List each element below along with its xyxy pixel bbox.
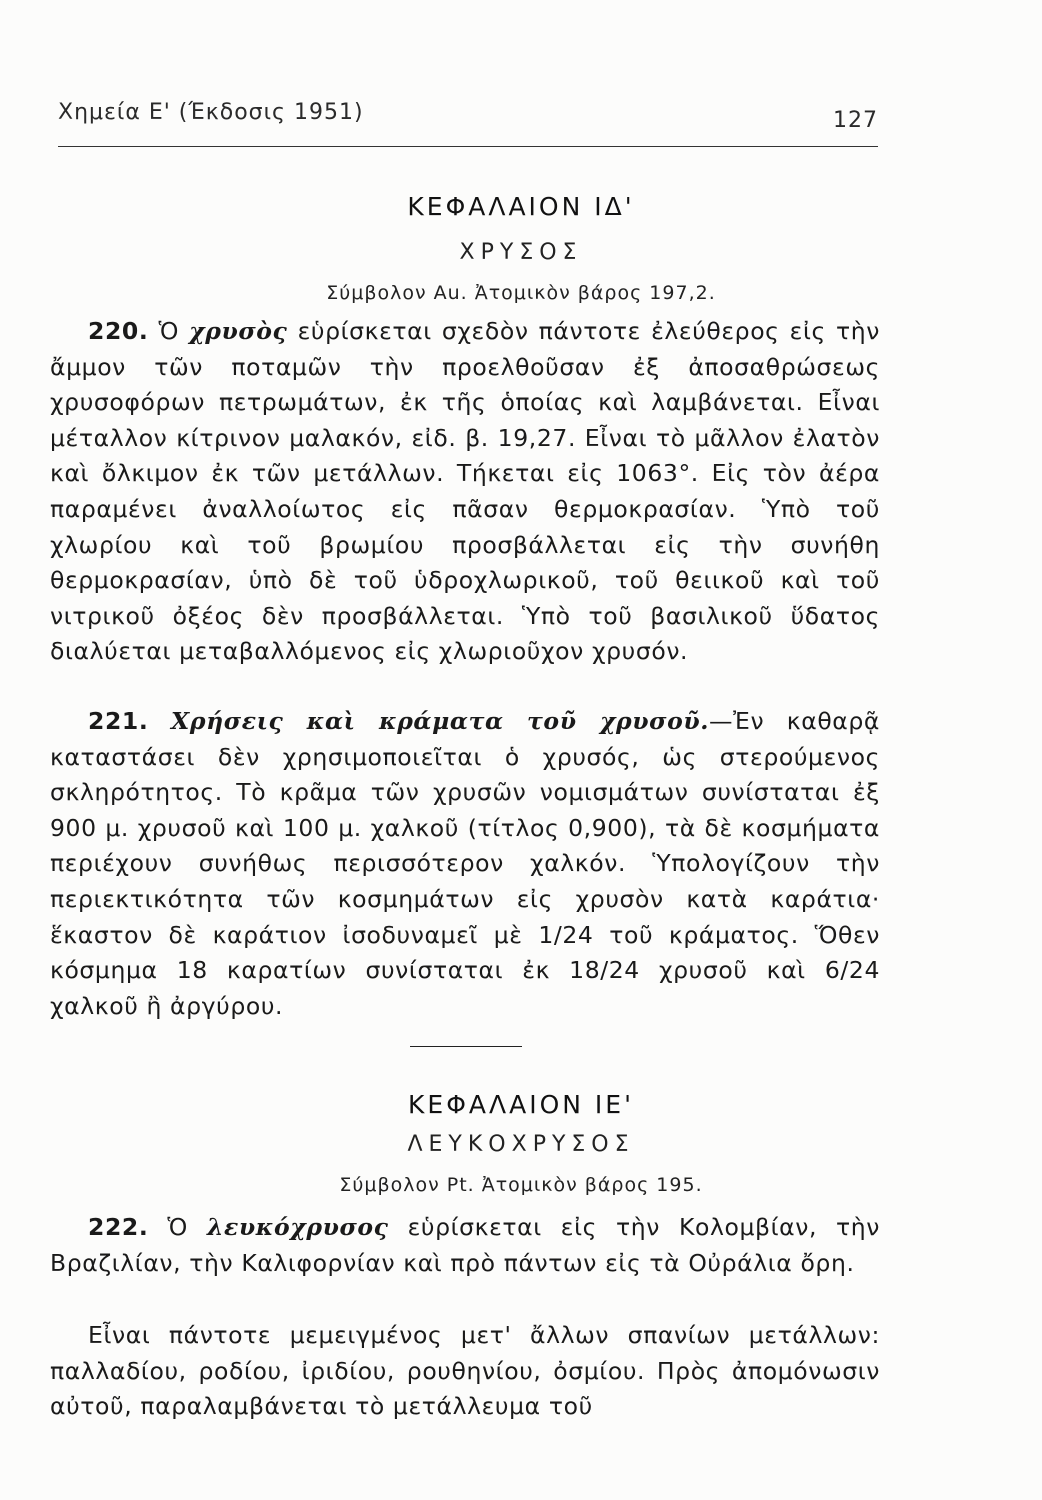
header-rule — [58, 146, 878, 147]
paragraph-text: εὑρίσκεται εἰς τὴν Κολομβίαν, τὴν Βραζιλίαν, τὴν Καλιφορνίαν καὶ πρὸ πάντων εἰς τὰ Οὐράλια ὄρη. — [50, 1213, 881, 1277]
paragraph-term: χρυσὸς — [189, 317, 288, 345]
paragraph-222 — [50, 1210, 880, 1281]
chapter-heading-14: ΚΕΦΑΛΑΙΟΝ ΙΔ' — [407, 192, 635, 221]
paragraph-number: 222. — [88, 1213, 149, 1241]
paragraph-221 — [50, 704, 880, 1024]
chapter-heading-15: ΚΕΦΑΛΑΙΟΝ ΙΕ' — [408, 1090, 634, 1119]
symbol-line-platinum: Σύμβολον Pt. Ἀτομικὸν βάρος 195. — [339, 1174, 703, 1196]
paragraph-220 — [50, 314, 880, 670]
section-divider — [410, 1046, 522, 1047]
symbol-line-gold: Σύμβολον Au. Ἀτομικὸν βάρος 197,2. — [326, 282, 716, 304]
paragraph-term: λευκόχρυσος — [206, 1213, 389, 1241]
running-header — [58, 100, 878, 133]
paragraph-lead: Ὁ — [167, 1213, 188, 1241]
paragraph-number: 220. — [88, 317, 149, 345]
page-number: 127 — [833, 108, 878, 133]
paragraph-term: Χρήσεις καὶ κράματα τοῦ χρυσοῦ. — [171, 707, 710, 735]
paragraph-text: Εἶναι πάντοτε μεμειγμένος μετ' ἄλλων σπανίων μετάλλων: παλλαδίου, ροδίου, ἰριδίου, ρουθηνίου, ὀσμίου. Πρὸς ἀπομόνωσιν αὐτοῦ, παραλαμβάνεται τὸ μετάλλευμα τοῦ — [50, 1321, 880, 1421]
paragraph-number: 221. — [88, 707, 149, 735]
chapter-title-gold: ΧΡΥΣΟΣ — [459, 240, 583, 265]
paragraph-222-continued — [50, 1318, 880, 1425]
chapter-title-platinum: ΛΕΥΚΟΧΡΥΣΟΣ — [407, 1132, 635, 1157]
paragraph-text: εὑρίσκεται σχεδὸν πάντοτε ἐλεύθερος εἰς τὴν ἄμμον τῶν ποταμῶν τὴν προελθοῦσαν ἐξ ἀποσαθρώσεως χρυσοφόρων πετρωμάτων, ἐκ τῆς ὁποίας καὶ λαμβάνεται. Εἶναι μέταλλον κίτρινον μαλακόν, εἰδ. β. 19,27. Εἶναι τὸ μᾶλλον ἐλατὸν καὶ ὄλκιμον ἐκ τῶν μετάλλων. Τήκεται εἰς 1063°. Εἰς τὸν ἀέρα παραμένει ἀναλλοίωτος εἰς πᾶσαν θερμοκρασίαν. Ὑπὸ τοῦ χλωρίου καὶ τοῦ βρωμίου προσβάλλεται εἰς τὴν συνήθη θερμοκρασίαν, ὑπὸ δὲ τοῦ ὑδροχλωρικοῦ, τοῦ θειικοῦ καὶ τοῦ νιτρικοῦ ὀξέος δὲν προσβάλλεται. Ὑπὸ τοῦ βασιλικοῦ ὕδατος διαλύεται μεταβαλλόμενος εἰς χλωριοῦχον χρυσόν. — [50, 317, 880, 666]
paragraph-lead: Ὁ — [158, 317, 180, 345]
running-title: Χημεία Ε' (Έκδοσις 1951) — [58, 100, 364, 125]
paragraph-text: —Ἐν καθαρᾷ καταστάσει δὲν χρησιμοποιεῖται ὁ χρυσός, ὡς στερούμενος σκληρότητος. Τὸ κρᾶμα τῶν χρυσῶν νομισμάτων συνίσταται ἐξ 900 μ. χρυσοῦ καὶ 100 μ. χαλκοῦ (τίτλος 0,900), τὰ δὲ κοσμήματα περιέχουν συνήθως περισσότερον χαλκόν. Ὑπολογίζουν τὴν περιεκτικότητα τῶν κοσμημάτων εἰς χρυσὸν κατὰ καράτια· ἕκαστον δὲ καράτιον ἰσοδυναμεῖ μὲ 1/24 τοῦ κράματος. Ὅθεν κόσμημα 18 καρατίων συνίσταται ἐκ 18/24 χρυσοῦ καὶ 6/24 χαλκοῦ ἢ ἀργύρου. — [50, 707, 881, 1020]
